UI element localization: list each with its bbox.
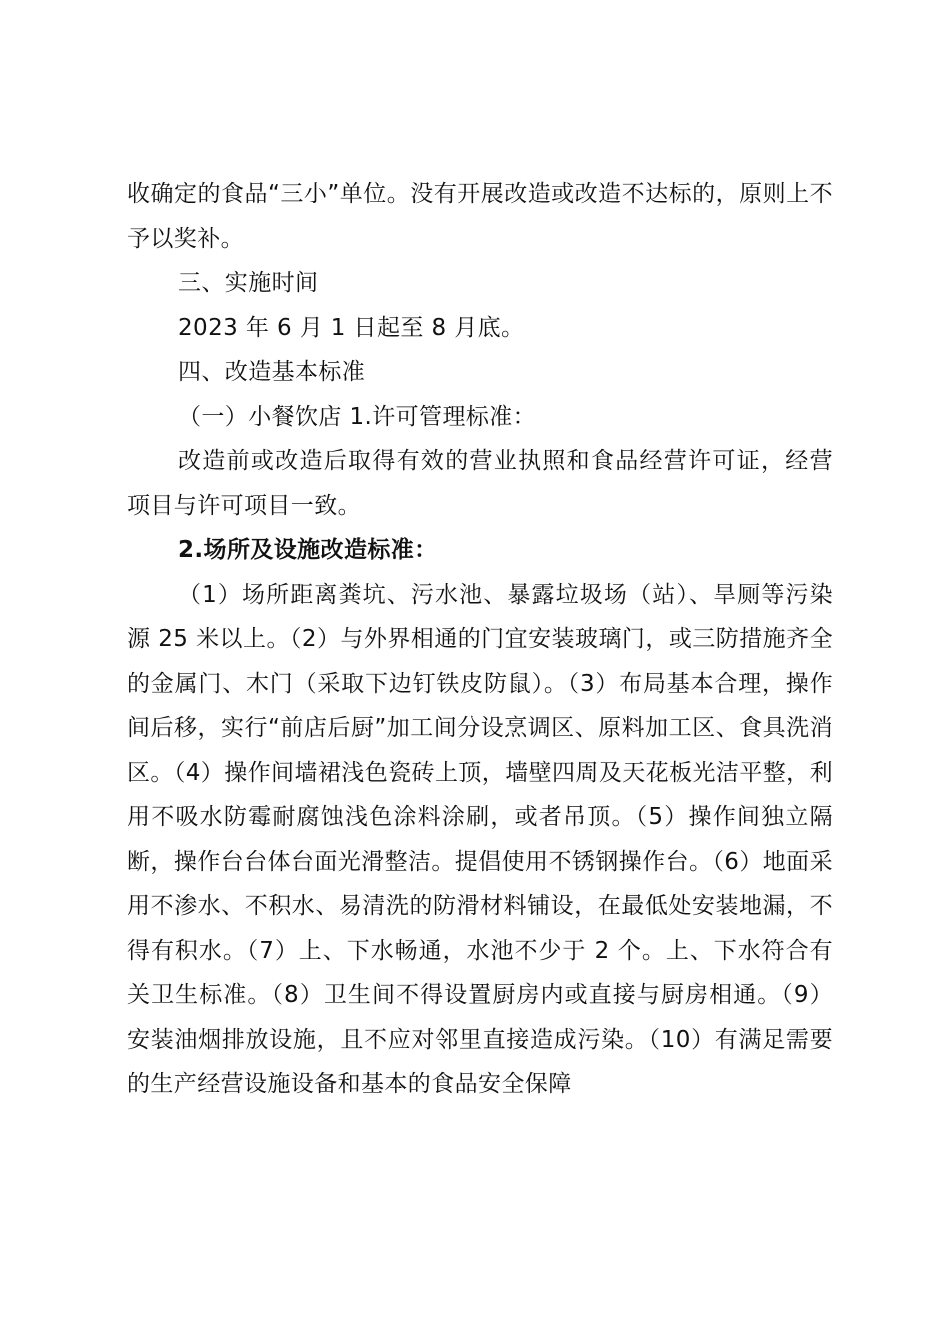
- paragraph-time-range: 2023 年 6 月 1 日起至 8 月底。: [178, 314, 525, 341]
- paragraph-license-requirement: 改造前或改造后取得有效的营业执照和食品经营许可证，经营项目与许可项目一致。: [127, 448, 833, 519]
- document-page: [127, 172, 833, 1107]
- subheading-facility-standards: 2.场所及设施改造标准：: [178, 537, 438, 563]
- paragraph-facility-requirements: （1）场所距离粪坑、污水池、暴露垃圾场（站）、旱厕等污染源 25 米以上。（2）与外界相通的门宜安装玻璃门，或三防措施齐全的金属门、木门（采取下边钉铁皮防鼠）。（3）布局基本合理，操作间后移，实行“前店后厨”加工间分设烹调区、原料加工区、食具洗消区。（4）操作间墙裙浅色瓷砖上顶，墙壁四周及天花板光洁平整，利用不吸水防霉耐腐蚀浅色涂料涂刷，或者吊顶。（5）操作间独立隔断，操作台台体台面光滑整洁。提倡使用不锈钢操作台。（6）地面采用不渗水、不积水、易清洗的防滑材料铺设，在最低处安装地漏，不得有积水。（7）上、下水畅通，水池不少于 2 个。上、下水符合有关卫生标准。（8）卫生间不得设置厨房内或直接与厨房相通。（9）安装油烟排放设施，且不应对邻里直接造成污染。（10）有满足需要的生产经营设施设备和基本的食品安全保障: [127, 581, 833, 1097]
- heading-implementation-time: 三、实施时间: [178, 270, 319, 296]
- paragraph-intro-continuation: 收确定的食品“三小”单位。没有开展改造或改造不达标的，原则上不予以奖补。: [127, 181, 833, 252]
- subheading-small-restaurants: （一）小餐饮店 1.许可管理标准：: [178, 403, 537, 430]
- heading-basic-standards: 四、改造基本标准: [178, 359, 366, 385]
